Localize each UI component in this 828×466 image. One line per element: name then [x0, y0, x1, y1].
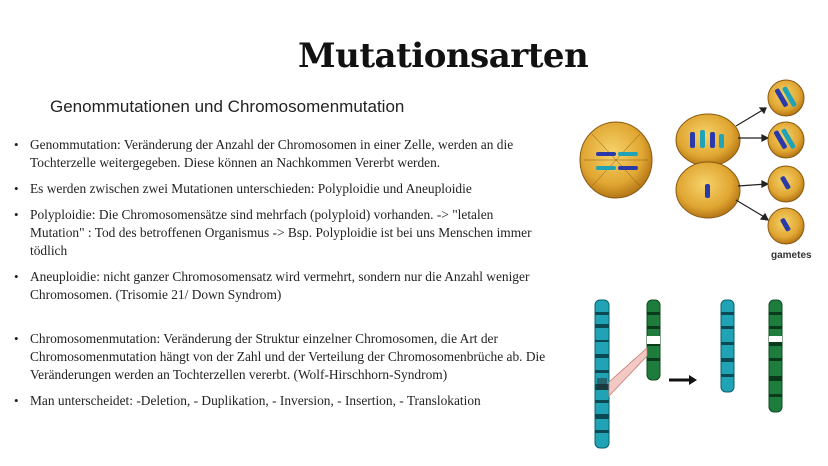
subtitle: Genommutationen und Chromosomenmutation: [50, 97, 405, 116]
bullet-unterscheidung: • Es werden zwischen zwei Mutationen unterschieden: Polyploidie und Aneuploidie: [14, 180, 549, 198]
chromosome-result-cyan: [721, 300, 734, 392]
cell-division-figure: [578, 74, 814, 264]
page-title: Mutationsarten: [298, 36, 589, 76]
chromosome-original-cyan: [595, 300, 609, 448]
bullet-arten: • Man unterscheidet: -Deletion, - Duplikation, - Inversion, - Insertion, - Translokation: [14, 392, 549, 410]
cell-metaphase: [580, 122, 652, 198]
bullet-aneuploidie: • Aneuploidie: nicht ganzer Chromosomensatz wird vermehrt, sondern nur die Anzahl weniger Chromosomen. (Trisomie 21/ Down Syndrom): [14, 268, 549, 304]
result-arrow: [669, 375, 697, 385]
chromosome-result-green: [769, 300, 782, 412]
bullet-polyploidie: • Polyploidie: Die Chromosomensätze sind mehrfach (polyploid) vorhanden. -> "letalen Mutation" : Tod des betroffenen Organismus -> Bsp. Polyploidie ist bei uns Menschen immer tödlich: [14, 206, 549, 260]
division-arrows: [736, 108, 768, 220]
gametes-label: gametes: [771, 250, 812, 261]
bullet-list: [14, 136, 549, 418]
bullet-genommutation: • Genommutation: Veränderung der Anzahl der Chromosomen in einer Zelle, werden an die Tochterzelle weitergegeben. Diese können an Nachkommen Vererbt werden.: [14, 136, 549, 172]
translocation-highlight: [609, 348, 647, 396]
chromosome-original-green: [647, 300, 660, 380]
cell-dividing: [676, 114, 740, 218]
bullet-chromosomenmutation: • Chromosomenmutation: Veränderung der Struktur einzelner Chromosomen, die Art der Chromosomenmutation hängt von der Zahl und der Verteilung der Chromosomenbrüche ab. Die Veränderungen werden an Tochterzellen vererbt. (Wolf-Hirschhorn-Syndrom): [14, 330, 549, 384]
chromosome-mutation-figure: [585, 296, 790, 452]
gametes: [768, 80, 804, 244]
